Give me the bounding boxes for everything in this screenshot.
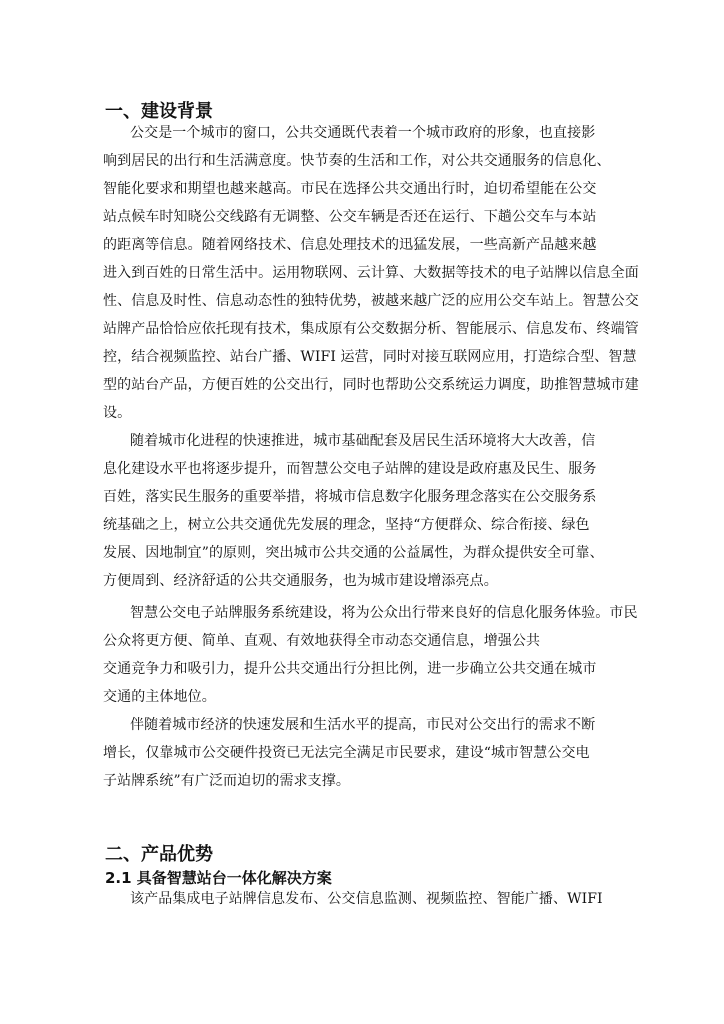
- paragraph-1-line: 型的站台产品，方便百姓的公交出行，同时也帮助公交系统运力调度，助推智慧城市建: [103, 377, 639, 393]
- paragraph-1-line: 智能化要求和期望也越来越高。市民在选择公共交通出行时，迫切希望能在公交: [103, 181, 597, 197]
- paragraph-2-line: 统基础之上，树立公共交通优先发展的理念，坚持“方便群众、综合衔接、绿色: [103, 517, 590, 533]
- paragraph-2-line: 息化建设水平也将逐步提升，而智慧公交电子站牌的建设是政府惠及民生、服务: [103, 461, 597, 477]
- paragraph-1-line: 进入到百姓的日常生活中。运用物联网、云计算、大数据等技术的电子站牌以信息全面: [103, 265, 639, 281]
- paragraph-3-line: 公众将更方便、简单、直观、有效地获得全市动态交通信息，增强公共: [103, 633, 541, 649]
- paragraph-3-line: 交通竞争力和吸引力，提升公共交通出行分担比例，进一步确立公共交通在城市: [103, 661, 597, 677]
- paragraph-1-line: 公交是一个城市的窗口，公共交通既代表着一个城市政府的形象，也直接影: [130, 125, 596, 141]
- paragraph-3-line: 交通的主体地位。: [103, 689, 216, 705]
- section-2-heading: 二、产品优势: [105, 844, 213, 865]
- paragraph-2-line: 发展、因地制宜”的原则，突出城市公共交通的公益属性，为群众提供安全可靠、: [103, 545, 604, 561]
- paragraph-1-line: 的距离等信息。随着网络技术、信息处理技术的迅猛发展，一些高新产品越来越: [103, 237, 597, 253]
- section-2-paragraph-line: 该产品集成电子站牌信息发布、公交信息监测、视频监控、智能广播、WIFI: [130, 891, 603, 907]
- paragraph-1-line: 响到居民的出行和生活满意度。快节奏的生活和工作，对公共交通服务的信息化、: [103, 153, 611, 169]
- paragraph-4-line: 增长，仅靠城市公交硬件投资已无法完全满足市民要求，建设“城市智慧公交电: [103, 745, 590, 761]
- paragraph-3-line: 智慧公交电子站牌服务系统建设，将为公众出行带来良好的信息化服务体验。市民: [130, 605, 638, 621]
- paragraph-1-line: 站点候车时知晓公交线路有无调整、公交车辆是否还在运行、下趟公交车与本站: [103, 209, 597, 225]
- paragraph-2-line: 百姓，落实民生服务的重要举措，将城市信息数字化服务理念落实在公交服务系: [103, 489, 597, 505]
- paragraph-1-line: 站牌产品恰恰应依托现有技术，集成原有公交数据分析、智能展示、信息发布、终端管: [103, 321, 639, 337]
- paragraph-2-line: 方便周到、经济舒适的公共交通服务，也为城市建设增添亮点。: [103, 573, 498, 589]
- paragraph-1-line: 性、信息及时性、信息动态性的独特优势，被越来越广泛的应用公交车站上。智慧公交: [103, 293, 639, 309]
- subsection-2-1-heading: 2.1 具备智慧站台一体化解决方案: [105, 869, 332, 887]
- paragraph-4-line: 子站牌系统”有广泛而迫切的需求支撑。: [103, 773, 350, 789]
- paragraph-1-line: 控，结合视频监控、站台广播、WIFI 运营，同时对接互联网应用，打造综合型、智慧: [103, 349, 637, 365]
- paragraph-1-line: 设。: [103, 405, 132, 421]
- paragraph-2-line: 随着城市化进程的快速推进，城市基础配套及居民生活环境将大大改善，信: [130, 433, 596, 449]
- paragraph-4-line: 伴随着城市经济的快速发展和生活水平的提高，市民对公交出行的需求不断: [130, 717, 596, 733]
- section-1-heading: 一、建设背景: [105, 101, 213, 122]
